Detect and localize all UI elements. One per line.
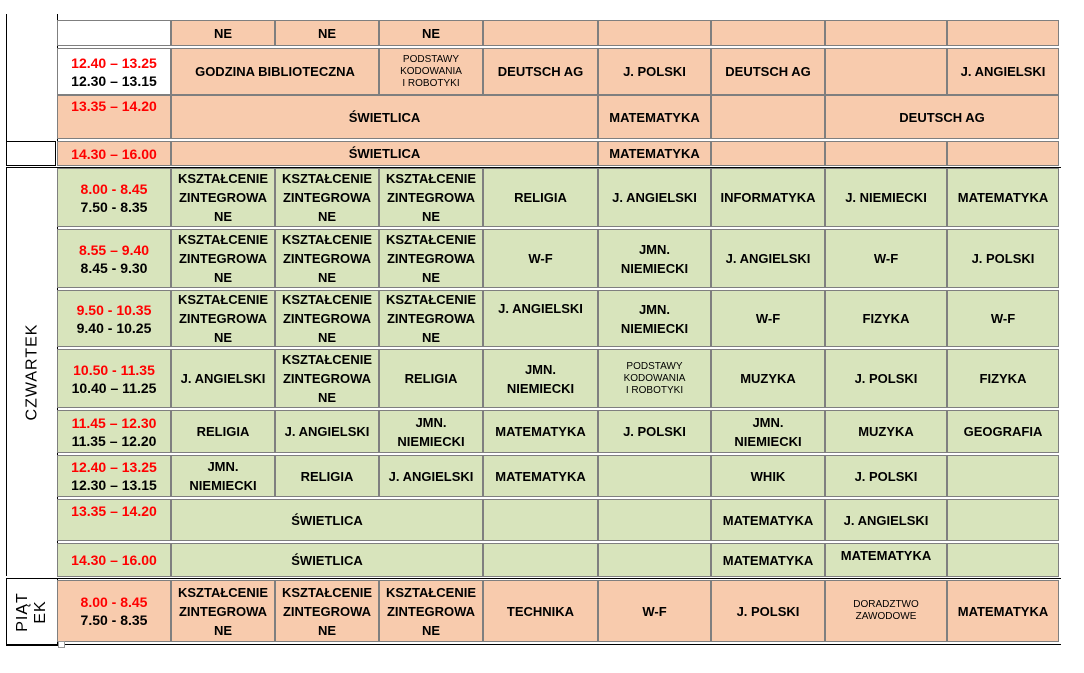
time-alt: 8.45 - 9.30 (80, 259, 148, 276)
day-czwartek (6, 168, 58, 576)
lesson-cell: NE (171, 20, 275, 46)
lesson-cell-merged: ŚWIETLICA (171, 141, 598, 166)
lesson-cell-merged: GODZINA BIBLIOTECZNA (171, 48, 379, 95)
lesson-cell: J. ANGIELSKI (947, 48, 1059, 95)
lesson-cell: KSZTAŁCENIE ZINTEGROWA NE (275, 290, 379, 347)
time-alt: 11.35 – 12.20 (71, 432, 157, 449)
lesson-cell-merged: ŚWIETLICA (171, 543, 483, 577)
lesson-cell: J. POLSKI (825, 349, 947, 408)
lesson-cell (825, 20, 947, 46)
lesson-cell: MATEMATYKA (483, 455, 598, 497)
time-alt: 12.30 – 13.15 (71, 477, 157, 493)
time-start: 14.30 – 16.00 (71, 552, 157, 568)
lesson-cell: J. NIEMIECKI (825, 168, 947, 227)
time-cell (57, 543, 171, 577)
lesson-cell: MATEMATYKA (825, 543, 947, 577)
lesson-cell: J. POLSKI (598, 48, 711, 95)
lesson-cell: DEUTSCH AG (483, 48, 598, 95)
lesson-cell: MATEMATYKA (947, 168, 1059, 227)
lesson-cell: FIZYKA (947, 349, 1059, 408)
lesson-cell: J. ANGIELSKI (825, 499, 947, 541)
time-start: 9.50 - 10.35 (76, 301, 152, 318)
lesson-cell: W-F (711, 290, 825, 347)
lesson-cell: KSZTAŁCENIE ZINTEGROWA NE (171, 580, 275, 642)
lesson-cell-merged: ŚWIETLICA (171, 95, 598, 139)
lesson-cell: RELIGIA (379, 349, 483, 408)
time-cell (57, 290, 171, 347)
day-piatek (6, 578, 58, 646)
lesson-cell: NE (275, 20, 379, 46)
lesson-cell: JMN. NIEMIECKI (711, 410, 825, 453)
lesson-cell: JMN. NIEMIECKI (598, 229, 711, 288)
lesson-cell: MATEMATYKA (711, 543, 825, 577)
time-alt: 12.30 – 13.15 (71, 72, 157, 89)
time-start: 8.00 - 8.45 (80, 180, 148, 197)
lesson-cell: KSZTAŁCENIE ZINTEGROWA NE (275, 229, 379, 288)
time-start: 12.40 – 13.25 (71, 54, 157, 71)
separator-line (6, 578, 1061, 579)
lesson-cell (947, 20, 1059, 46)
day-label-piatek: PIĄT EK (14, 592, 49, 632)
lesson-cell: MATEMATYKA (483, 410, 598, 453)
lesson-cell: KSZTAŁCENIE ZINTEGROWA NE (275, 168, 379, 227)
lesson-cell: JMN. NIEMIECKI (171, 455, 275, 497)
lesson-cell (825, 48, 947, 95)
separator-line (6, 167, 1061, 168)
time-cell (57, 95, 171, 139)
lesson-cell (598, 455, 711, 497)
time-alt: 7.50 - 8.35 (80, 198, 148, 215)
lesson-cell: KSZTAŁCENIE ZINTEGROWA NE (171, 168, 275, 227)
time-cell (57, 455, 171, 497)
lesson-cell: NE (379, 20, 483, 46)
time-cell (57, 168, 171, 227)
lesson-cell: MATEMATYKA (598, 95, 711, 139)
lesson-cell: PODSTAWY KODOWANIA I ROBOTYKI (379, 48, 483, 95)
lesson-cell: KSZTAŁCENIE ZINTEGROWA NE (379, 580, 483, 642)
time-cell (57, 499, 171, 541)
lesson-cell: KSZTAŁCENIE ZINTEGROWA NE (171, 290, 275, 347)
lesson-cell: J. ANGIELSKI (379, 455, 483, 497)
time-cell (57, 229, 171, 288)
lesson-cell: WHIK (711, 455, 825, 497)
lesson-cell: KSZTAŁCENIE ZINTEGROWA NE (379, 229, 483, 288)
lesson-cell (711, 141, 825, 166)
resize-handle-icon (58, 641, 65, 648)
time-cell (57, 410, 171, 453)
lesson-cell: DORADZTWO ZAWODOWE (825, 580, 947, 642)
lesson-cell (947, 141, 1059, 166)
day-label-czwartek: CZWARTEK (23, 323, 41, 421)
time-spacer (6, 141, 56, 166)
lesson-cell: MUZYKA (825, 410, 947, 453)
lesson-cell: MATEMATYKA (947, 580, 1059, 642)
lesson-cell: MATEMATYKA (711, 499, 825, 541)
lesson-cell: J. POLSKI (825, 455, 947, 497)
lesson-cell: J. ANGIELSKI (711, 229, 825, 288)
time-start: 8.55 – 9.40 (78, 241, 150, 258)
lesson-cell: J. ANGIELSKI (483, 290, 598, 347)
lesson-cell: TECHNIKA (483, 580, 598, 642)
lesson-cell: KSZTAŁCENIE ZINTEGROWA NE (379, 168, 483, 227)
lesson-cell: JMN. NIEMIECKI (598, 290, 711, 347)
lesson-cell: KSZTAŁCENIE ZINTEGROWA NE (379, 290, 483, 347)
lesson-cell: W-F (947, 290, 1059, 347)
lesson-cell: RELIGIA (483, 168, 598, 227)
lesson-cell (947, 543, 1059, 577)
lesson-cell: KSZTAŁCENIE ZINTEGROWA NE (275, 580, 379, 642)
lesson-cell: J. ANGIELSKI (275, 410, 379, 453)
lesson-cell (598, 499, 711, 541)
lesson-cell-merged: ŚWIETLICA (171, 499, 483, 541)
lesson-cell: J. POLSKI (947, 229, 1059, 288)
lesson-cell (825, 141, 947, 166)
lesson-cell (711, 20, 825, 46)
lesson-cell (947, 455, 1059, 497)
lesson-cell: RELIGIA (275, 455, 379, 497)
lesson-cell (483, 543, 598, 577)
lesson-cell: W-F (825, 229, 947, 288)
time-cell (57, 141, 171, 166)
time-cell (57, 349, 171, 408)
time-start: 13.35 – 14.20 (71, 98, 157, 114)
lesson-cell: FIZYKA (825, 290, 947, 347)
lesson-cell: MATEMATYKA (598, 141, 711, 166)
lesson-cell (483, 499, 598, 541)
lesson-cell: J. ANGIELSKI (598, 168, 711, 227)
time-alt: 9.40 - 10.25 (76, 319, 152, 336)
lesson-cell: JMN. NIEMIECKI (379, 410, 483, 453)
lesson-cell: MUZYKA (711, 349, 825, 408)
lesson-cell: KSZTAŁCENIE ZINTEGROWA NE (275, 349, 379, 408)
time-start: 11.45 – 12.30 (71, 414, 157, 431)
time-start: 12.40 – 13.25 (71, 459, 157, 475)
time-start: 14.30 – 16.00 (71, 145, 157, 162)
time-start: 13.35 – 14.20 (71, 503, 157, 519)
lesson-cell: PODSTAWY KODOWANIA I ROBOTYKI (598, 349, 711, 408)
lesson-cell: GEOGRAFIA (947, 410, 1059, 453)
lesson-cell (598, 20, 711, 46)
lesson-cell-merged: DEUTSCH AG (825, 95, 1059, 139)
lesson-cell (947, 499, 1059, 541)
lesson-cell: J. POLSKI (711, 580, 825, 642)
time-cell (57, 580, 171, 642)
lesson-cell: W-F (598, 580, 711, 642)
time-start: 8.00 - 8.45 (80, 594, 148, 610)
lesson-cell: W-F (483, 229, 598, 288)
lesson-cell (483, 20, 598, 46)
lesson-cell: KSZTAŁCENIE ZINTEGROWA NE (171, 229, 275, 288)
time-start: 10.50 - 11.35 (73, 361, 155, 378)
lesson-cell: RELIGIA (171, 410, 275, 453)
separator-line (6, 644, 1061, 645)
time-alt: 10.40 – 11.25 (71, 379, 157, 396)
lesson-cell: DEUTSCH AG (711, 48, 825, 95)
lesson-cell: JMN. NIEMIECKI (483, 349, 598, 408)
lesson-cell (711, 95, 825, 139)
time-alt: 7.50 - 8.35 (80, 612, 148, 628)
lesson-cell: J. POLSKI (598, 410, 711, 453)
time-cell (57, 48, 171, 95)
lesson-cell: INFORMATYKA (711, 168, 825, 227)
time-cell (57, 20, 171, 46)
lesson-cell: J. ANGIELSKI (171, 349, 275, 408)
lesson-cell (598, 543, 711, 577)
